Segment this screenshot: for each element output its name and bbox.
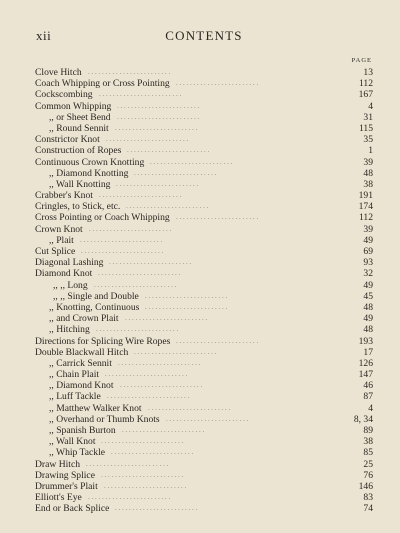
toc-entry-page: 174 <box>358 201 373 213</box>
toc-entry-page: 115 <box>358 122 373 134</box>
toc-entry-page: 48 <box>363 167 373 179</box>
toc-entry <box>35 436 373 447</box>
toc-entry-title: ,, Carrick Sennit <box>49 357 112 369</box>
toc-entry-title: Cut Splice <box>35 246 76 257</box>
toc-entry-title: ,, Knotting, Continuous <box>49 301 140 313</box>
toc-entry-page: 87 <box>363 391 373 403</box>
toc-entry-title: End or Back Splice <box>35 503 110 515</box>
dot-leader: . . . . . . . . . . . . . . . . . . . . . . . . <box>88 493 171 502</box>
toc-entry <box>35 168 373 179</box>
toc-entry <box>35 302 373 313</box>
toc-entry-page: 112 <box>358 78 373 90</box>
toc-entry-page: 48 <box>363 324 373 336</box>
dot-leader: . . . . . . . . . . . . . . . . . . . . . . . . <box>99 90 182 99</box>
dot-leader: . . . . . . . . . . . . . . . . . . . . . . . . <box>176 336 259 345</box>
toc-entry-page: 49 <box>363 279 373 291</box>
dot-leader: . . . . . . . . . . . . . . . . . . . . . . . . <box>101 437 184 446</box>
page-title: CONTENTS <box>165 28 243 43</box>
toc-entry-title: Drawing Splice <box>35 469 95 481</box>
page-column-heading: PAGE <box>351 57 372 64</box>
dot-leader: . . . . . . . . . . . . . . . . . . . . . . . . <box>125 314 208 323</box>
dot-leader: . . . . . . . . . . . . . . . . . . . . . . . . <box>115 123 198 132</box>
dot-leader: . . . . . . . . . . . . . . . . . . . . . . . . <box>176 213 259 222</box>
dot-leader: . . . . . . . . . . . . . . . . . . . . . . . . <box>99 191 182 200</box>
toc-entry-title: Continuous Crown Knotting <box>35 156 145 168</box>
dot-leader: . . . . . . . . . . . . . . . . . . . . . . . . <box>134 347 217 356</box>
toc-entry-title: ,, Diamond Knotting <box>49 167 129 179</box>
dot-leader: . . . . . . . . . . . . . . . . . . . . . . . . <box>126 202 209 211</box>
toc-entry-title: Constrictor Knot <box>35 134 100 146</box>
toc-entry <box>35 134 373 145</box>
toc-entry <box>35 358 373 369</box>
toc-entry-page: 39 <box>363 223 373 235</box>
toc-entry-page: 25 <box>363 458 373 470</box>
toc-entry-title: ,, ,, Single and Double <box>53 290 139 302</box>
toc-entry-page: 89 <box>363 425 373 436</box>
toc-entry-title: Common Whipping <box>35 100 112 112</box>
dot-leader: . . . . . . . . . . . . . . . . . . . . . . . . <box>105 370 188 379</box>
toc-entry-title: Directions for Splicing Wire Ropes <box>35 335 171 347</box>
toc-entry-title: ,, Spanish Burton <box>49 425 116 436</box>
toc-entry <box>35 224 373 235</box>
toc-entry <box>35 503 373 514</box>
toc-entry-title: Construction of Ropes <box>35 145 122 157</box>
toc-entry <box>35 257 373 268</box>
dot-leader: . . . . . . . . . . . . . . . . . . . . . . . . <box>111 448 194 457</box>
toc-entry-title: Cross Pointing or Coach Whipping <box>35 212 170 224</box>
toc-entry-title: Clove Hitch <box>35 67 82 78</box>
dot-leader: . . . . . . . . . . . . . . . . . . . . . . . . <box>127 146 210 155</box>
toc-entry-title: Drummer's Plait <box>35 480 98 492</box>
toc-entry <box>35 403 373 414</box>
dot-leader: . . . . . . . . . . . . . . . . . . . . . . . . <box>145 291 228 300</box>
dot-leader: . . . . . . . . . . . . . . . . . . . . . . . . <box>106 135 189 144</box>
dot-leader: . . . . . . . . . . . . . . . . . . . . . . . . <box>134 168 217 177</box>
toc-entry <box>35 336 373 347</box>
dot-leader: . . . . . . . . . . . . . . . . . . . . . . . . <box>122 426 205 434</box>
toc-entry <box>35 212 373 223</box>
toc-entry-page: 191 <box>358 190 373 202</box>
toc-entry-page: 74 <box>363 503 373 515</box>
toc-entry-page: 193 <box>358 335 373 347</box>
toc-entry <box>35 235 373 246</box>
toc-entry-title: Cockscombing <box>35 89 93 101</box>
toc-entry-page: 76 <box>363 469 373 481</box>
toc-entry-title: ,, Chain Plait <box>49 369 100 381</box>
toc-entry-title: ,, Plait <box>49 234 74 246</box>
toc-entry-title: Cringles, to Stick, etc. <box>35 201 121 213</box>
contents-list <box>35 67 373 515</box>
toc-entry <box>35 470 373 481</box>
toc-entry <box>35 112 373 123</box>
dot-leader: . . . . . . . . . . . . . . . . . . . . . . . . <box>145 302 228 311</box>
dot-leader: . . . . . . . . . . . . . . . . . . . . . . . . <box>89 224 172 233</box>
dot-leader: . . . . . . . . . . . . . . . . . . . . . . . . <box>81 247 164 255</box>
toc-entry-page: 32 <box>363 268 373 280</box>
toc-entry-page: 167 <box>358 89 373 101</box>
toc-entry-page: 146 <box>358 480 373 492</box>
toc-entry-page: 49 <box>363 234 373 246</box>
toc-entry <box>35 425 373 436</box>
dot-leader: . . . . . . . . . . . . . . . . . . . . . . . . <box>117 112 200 121</box>
toc-entry-page: 39 <box>363 156 373 168</box>
toc-entry-title: Crabber's Knot <box>35 190 93 202</box>
dot-leader: . . . . . . . . . . . . . . . . . . . . . . . . <box>120 381 203 390</box>
toc-entry-page: 35 <box>363 134 373 146</box>
toc-entry <box>35 123 373 134</box>
toc-entry-page: 85 <box>363 447 373 459</box>
toc-entry <box>35 78 373 89</box>
toc-entry <box>35 459 373 470</box>
dot-leader: . . . . . . . . . . . . . . . . . . . . . . . . <box>88 68 171 76</box>
toc-entry <box>35 179 373 190</box>
dot-leader: . . . . . . . . . . . . . . . . . . . . . . . . <box>116 179 199 188</box>
toc-entry-page: 147 <box>358 369 373 381</box>
toc-entry-title: Diamond Knot <box>35 268 93 280</box>
roman-page-number: xii <box>36 28 52 43</box>
toc-entry-title: ,, Matthew Walker Knot <box>49 402 142 414</box>
toc-entry <box>35 391 373 402</box>
dot-leader: . . . . . . . . . . . . . . . . . . . . . . . . <box>150 157 233 166</box>
dot-leader: . . . . . . . . . . . . . . . . . . . . . . . . <box>98 269 181 278</box>
toc-entry <box>35 89 373 100</box>
toc-entry <box>35 369 373 380</box>
toc-entry <box>35 101 373 112</box>
dot-leader: . . . . . . . . . . . . . . . . . . . . . . . . <box>176 79 259 88</box>
toc-entry-title: Draw Hitch <box>35 458 81 470</box>
toc-entry <box>35 492 373 503</box>
toc-entry-title: ,, Overhand or Thumb Knots <box>49 413 160 425</box>
toc-entry-title: Double Blackwall Hitch <box>35 346 129 358</box>
toc-entry-page: 83 <box>363 492 373 504</box>
toc-entry-page: 112 <box>358 212 373 224</box>
dot-leader: . . . . . . . . . . . . . . . . . . . . . . . . <box>118 358 201 367</box>
toc-entry-page: 93 <box>363 257 373 269</box>
dot-leader: . . . . . . . . . . . . . . . . . . . . . . . . <box>115 504 198 513</box>
toc-entry-page: 4 <box>368 402 373 414</box>
toc-entry-title: ,, Wall Knot <box>49 436 96 448</box>
dot-leader: . . . . . . . . . . . . . . . . . . . . . . . . <box>107 392 190 401</box>
dot-leader: . . . . . . . . . . . . . . . . . . . . . . . . <box>104 481 187 490</box>
toc-entry-title: Coach Whipping or Cross Pointing <box>35 78 170 90</box>
dot-leader: . . . . . . . . . . . . . . . . . . . . . . . . <box>166 414 249 423</box>
dot-leader: . . . . . . . . . . . . . . . . . . . . . . . . <box>96 325 179 334</box>
toc-entry <box>35 380 373 391</box>
dot-leader: . . . . . . . . . . . . . . . . . . . . . . . . <box>101 470 184 479</box>
toc-entry-title: ,, Luff Tackle <box>49 391 101 403</box>
toc-entry-title: Crown Knot <box>35 223 83 235</box>
dot-leader: . . . . . . . . . . . . . . . . . . . . . . . . <box>80 235 163 244</box>
dot-leader: . . . . . . . . . . . . . . . . . . . . . . . . <box>148 403 231 412</box>
toc-entry-page: 8, 34 <box>353 413 373 425</box>
dot-leader: . . . . . . . . . . . . . . . . . . . . . . . . <box>117 101 200 110</box>
toc-entry <box>35 447 373 458</box>
toc-entry-page: 1 <box>368 145 373 157</box>
toc-entry-page: 31 <box>363 111 373 123</box>
toc-entry <box>35 145 373 156</box>
toc-entry-title: Diagonal Lashing <box>35 257 104 269</box>
toc-entry-page: 17 <box>363 346 373 358</box>
toc-entry <box>35 347 373 358</box>
toc-entry-title: ,, Round Sennit <box>49 122 109 134</box>
toc-entry <box>35 268 373 279</box>
dot-leader: . . . . . . . . . . . . . . . . . . . . . . . . <box>86 459 169 468</box>
toc-entry-title: Elliott's Eye <box>35 492 82 504</box>
toc-entry-page: 46 <box>363 380 373 392</box>
toc-entry-page: 69 <box>363 246 373 257</box>
toc-entry-page: 13 <box>363 67 373 78</box>
toc-entry-title: ,, Diamond Knot <box>49 380 114 392</box>
toc-entry <box>35 324 373 335</box>
toc-entry-title: ,, or Sheet Bend <box>49 111 111 123</box>
toc-entry <box>35 414 373 425</box>
toc-entry-title: ,, ,, Long <box>53 279 88 291</box>
toc-entry <box>35 313 373 324</box>
toc-entry-title: ,, Wall Knotting <box>49 178 111 190</box>
toc-entry-page: 49 <box>363 313 373 325</box>
toc-entry-page: 4 <box>368 100 373 112</box>
toc-entry <box>35 246 373 257</box>
toc-entry-page: 38 <box>363 178 373 190</box>
toc-entry <box>35 157 373 168</box>
toc-entry-page: 126 <box>358 357 373 369</box>
page-header <box>36 28 372 46</box>
toc-entry-title: ,, Whip Tackle <box>49 447 105 459</box>
toc-entry-page: 48 <box>363 301 373 313</box>
toc-entry-title: ,, and Crown Plait <box>49 313 119 325</box>
toc-entry <box>35 67 373 78</box>
toc-entry <box>35 291 373 302</box>
toc-entry-page: 45 <box>363 290 373 302</box>
toc-entry <box>35 280 373 291</box>
toc-entry <box>35 481 373 492</box>
dot-leader: . . . . . . . . . . . . . . . . . . . . . . . . <box>94 280 177 289</box>
toc-entry-title: ,, Hitching <box>49 324 90 336</box>
toc-entry-page: 38 <box>363 436 373 448</box>
toc-entry <box>35 201 373 212</box>
dot-leader: . . . . . . . . . . . . . . . . . . . . . . . . <box>109 258 192 267</box>
toc-entry <box>35 190 373 201</box>
